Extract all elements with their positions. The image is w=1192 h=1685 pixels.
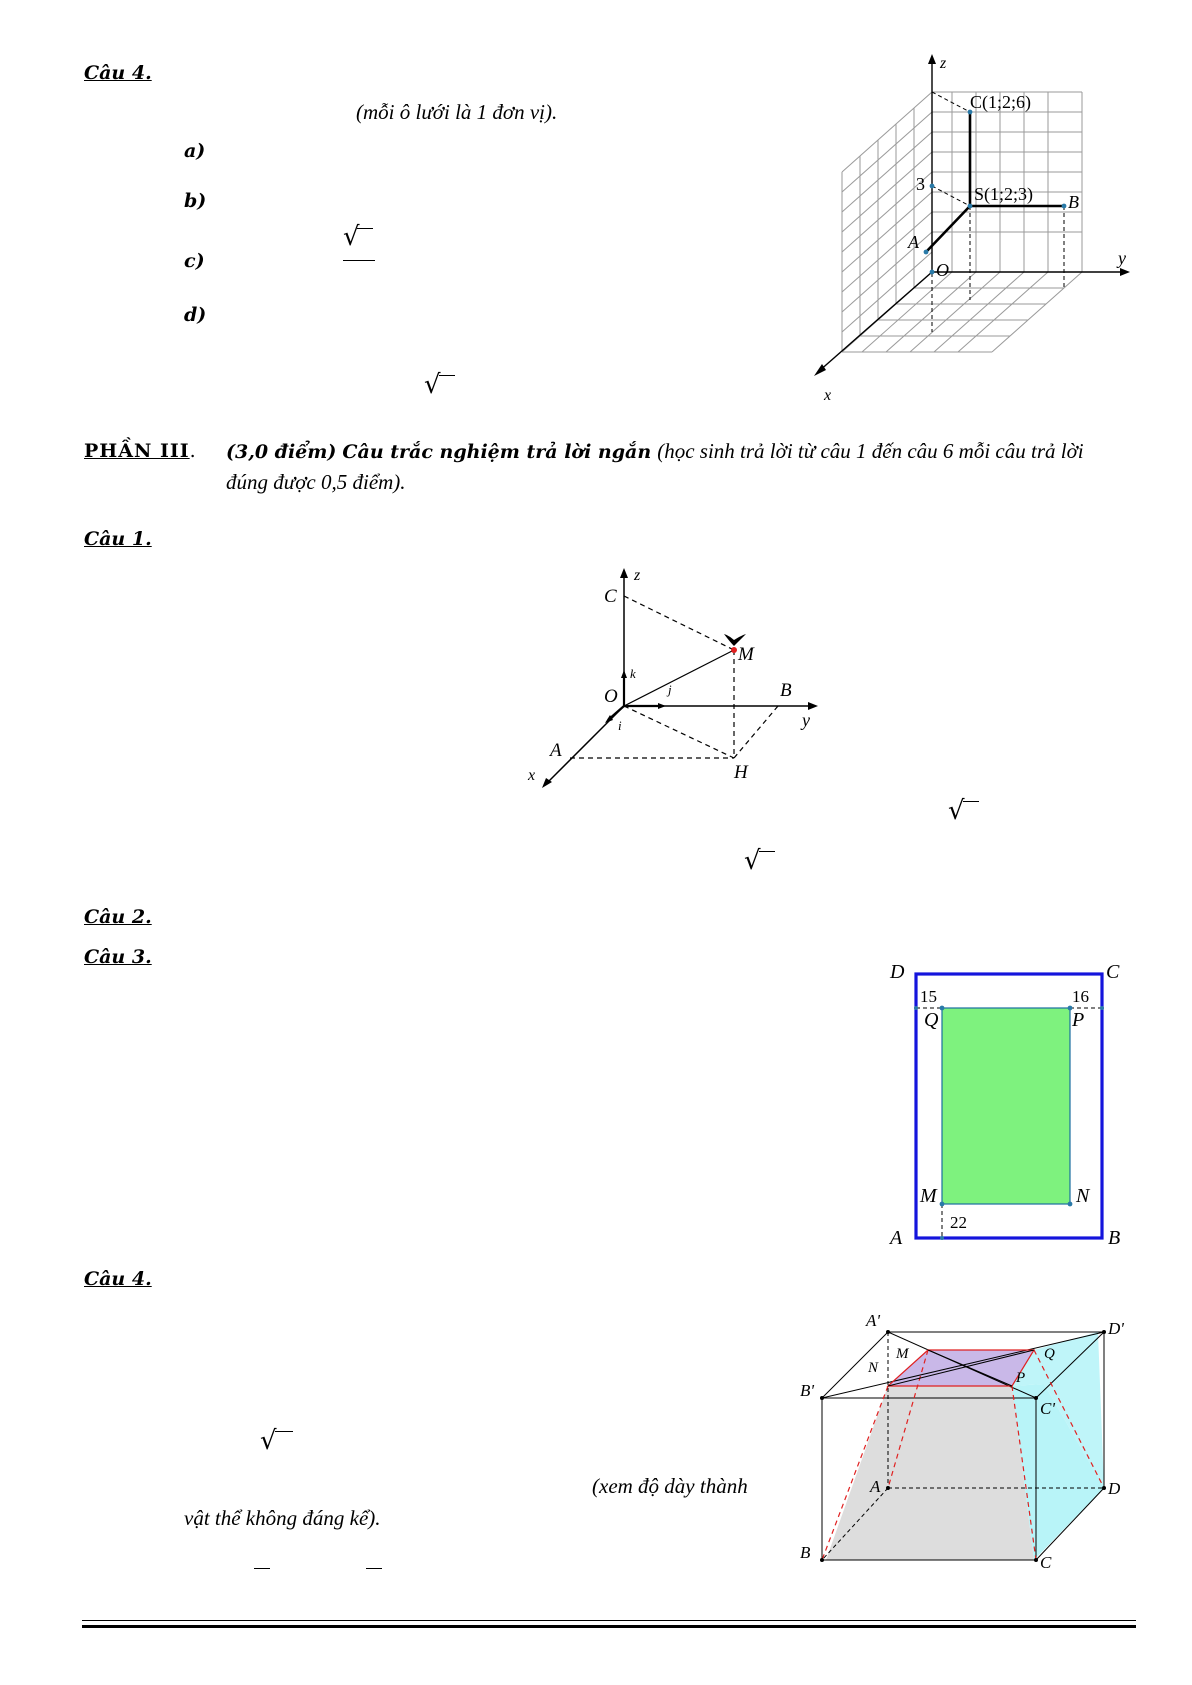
distance-15-label: 15 [920,987,937,1006]
option-a: a) [184,140,206,162]
point-b1-label: B' [800,1381,815,1400]
question-1-label: Câu 1. [84,528,152,550]
thickness-note: (xem độ dày thành [592,1474,748,1498]
point-b-label: B [1108,1227,1121,1249]
option-c: c) [184,250,205,272]
point-m-label: M [738,644,754,665]
sqrt-symbol: √ [744,846,761,876]
axis-x-label: x [824,387,832,404]
sqrt-symbol: √ [260,1426,277,1456]
point-c-label: C [604,586,617,607]
inner-rectangle-mnpq [942,1008,1070,1204]
point-q-label: Q [1044,1346,1055,1362]
point-a-label: A [890,1227,903,1249]
point-p-label: P [1016,1370,1026,1386]
axis-y-label: y [1118,248,1126,268]
point-n-label: N [1076,1185,1090,1207]
part-3-instruction: (học sinh trả lời từ câu 1 đến câu 6 mỗi câu trả lời [657,439,1084,463]
point-q-label: Q [924,1009,939,1031]
fraction-bar [366,1568,382,1569]
point-a-label: A [908,232,919,252]
question-3-label: Câu 3. [84,946,152,968]
point-a1-label: A' [866,1312,881,1330]
part-3-heading-block: PHẦN III. (3,0 điểm) Câu trắc nghiệm trả lời ngắn (học sinh trả lời từ câu 1 đến câu 6 mỗi câu trả lời đúng được 0,5 điểm). [84,436,1144,467]
option-d: d) [184,304,207,326]
point-b-label: B [1068,192,1079,212]
question-2-label: Câu 2. [84,906,152,928]
point-h-label: H [734,762,748,783]
sqrt-fraction-symbol: √ [343,222,377,262]
bird-coordinate-figure [520,560,820,790]
point-p-label: P [1072,1009,1085,1031]
fraction-bar [254,1568,270,1569]
point-a-label: A [550,740,562,761]
question-4b-label: Câu 4. [84,1268,152,1290]
sqrt-symbol: √ [424,370,441,400]
coordinate-grid-figure [808,50,1138,410]
question-4-label: Câu 4. [84,62,152,84]
point-b-label: B [780,680,792,701]
point-n-label: N [868,1360,879,1376]
point-d-label: D [1108,1479,1121,1498]
point-c-label: C [1040,1553,1052,1572]
part-3-title: PHẦN III [84,440,190,462]
point-a-label: A [870,1477,881,1496]
axis-x-label: x [528,767,536,784]
thickness-note-cont: vật thể không đáng kể). [184,1506,381,1530]
point-b-label: B [800,1543,811,1562]
point-s-label: S(1;2;3) [974,184,1034,204]
vector-k-label: k⃗ [630,666,646,681]
z-three-label: 3 [916,174,925,194]
point-c1-label: C' [1040,1399,1055,1418]
distance-22-label: 22 [950,1213,967,1232]
footer-rule-top [82,1620,1136,1621]
axis-z-label: z [634,567,641,584]
sqrt-symbol: √ [948,796,965,826]
point-d1-label: D' [1108,1319,1124,1338]
part-3-points: (3,0 điểm) [226,441,337,463]
vector-j-label: j⃗ [668,682,682,697]
option-b: b) [184,190,207,212]
grid-unit-note: (mỗi ô lưới là 1 đơn vị). [356,100,558,124]
vector-i-label: i⃗ [618,718,632,733]
point-c-label: C [1106,961,1120,983]
point-c-label: C(1;2;6) [970,92,1031,112]
footer-rule-bottom [82,1625,1136,1628]
garden-rectangle-figure [884,956,1144,1256]
box-frustum-figure [796,1312,1132,1574]
origin-label: O [936,260,949,280]
axis-y-label: y [802,710,810,730]
point-m-label: M [920,1185,937,1207]
part-3-instruction-cont: đúng được 0,5 điểm). [226,470,406,494]
part-3-subtitle: Câu trắc nghiệm trả lời ngắn [342,441,652,463]
distance-16-label: 16 [1072,987,1089,1006]
axis-z-label: z [940,55,947,72]
point-m-label: M [896,1346,909,1362]
point-d-label: D [890,961,905,983]
origin-label: O [604,686,618,707]
